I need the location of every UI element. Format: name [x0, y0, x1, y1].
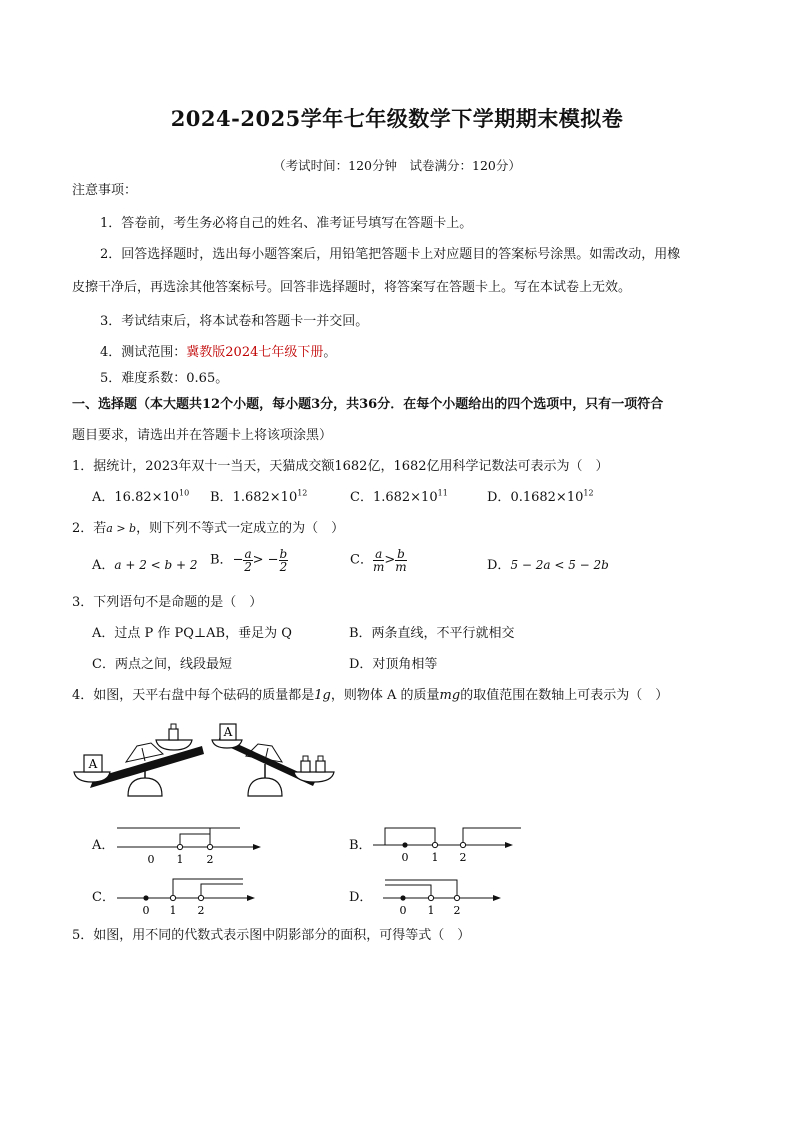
notice-item-1: 1．答卷前，考生务必将自己的姓名、准考证号填写在答题卡上。: [100, 216, 473, 231]
closed-point: [143, 895, 148, 900]
q2-stem-suffix: ，则下列不等式一定成立的为（ ）: [136, 521, 345, 536]
object-a-label: A: [88, 757, 98, 771]
balance-pan-right: [294, 772, 334, 782]
fraction: [373, 548, 384, 573]
numerator: b: [397, 547, 405, 561]
notice-item-3: 3．考试结束后，将本试卷和答题卡一并交回。: [100, 314, 369, 329]
question-1-stem: 1．据统计，2023年双十一当天，天猫成交额1682亿，1682亿用科学记数法可表示为（ ）: [72, 459, 609, 474]
balance-left: [74, 724, 204, 796]
object-a-label: A: [223, 725, 233, 739]
q2-condition: a > b: [106, 522, 137, 535]
tick-label-1: 1: [427, 904, 435, 917]
section-heading-line-2: 题目要求，请选出并在答题卡上将该项涂黑）: [72, 428, 333, 443]
test-range: 冀教版2024七年级下册: [186, 345, 324, 360]
balance-right: [212, 724, 334, 796]
numerator: b: [279, 547, 288, 561]
weight-knob: [318, 756, 323, 761]
number-line-option-d: [373, 875, 523, 919]
fraction: [243, 548, 252, 573]
weight-icon: [301, 761, 310, 772]
solution-ray: [173, 879, 243, 898]
number-line-option-b: [373, 822, 523, 866]
closed-point: [402, 842, 407, 847]
weight-knob: [303, 756, 308, 761]
numerator: a: [244, 547, 252, 561]
question-4-option-a-label: A．: [92, 838, 115, 853]
page-title: 2024-2025学年七年级数学下学期期末模拟卷: [170, 106, 624, 131]
tick-label-2: 2: [459, 851, 467, 864]
number-line-option-a: [115, 822, 265, 866]
q4-unit-1g: 1g: [314, 688, 331, 703]
fraction: [279, 548, 289, 573]
arrow-head: [247, 895, 255, 901]
open-point: [170, 895, 175, 900]
solution-ray: [385, 880, 457, 898]
solution-ray: [201, 884, 243, 898]
open-point: [198, 895, 203, 900]
fraction: [395, 548, 406, 573]
notice-item-4-suffix: 。: [323, 345, 337, 360]
tick-label-2: 2: [453, 904, 461, 917]
question-3-option-b: B．两条直线，不平行就相交: [349, 626, 515, 641]
arrow-head: [253, 844, 261, 850]
weight-icon: [169, 729, 178, 740]
question-3-option-c: C．两点之间，线段最短: [92, 657, 232, 672]
solution-ray: [385, 885, 431, 898]
question-3-option-a: A．过点 P 作 PQ⊥AB，垂足为 Q: [92, 626, 292, 641]
q4-stem-middle: ，则物体 A 的质量: [330, 688, 440, 703]
balance-base: [128, 778, 162, 796]
tick-label-0: 0: [399, 904, 407, 917]
option-a-expression: a + 2 < b + 2: [114, 558, 198, 572]
option-d-base: 0.1682×10: [510, 490, 584, 505]
q4-unit-mg: mg: [439, 688, 461, 703]
notice-item-2-line-1: 2．回答选择题时，选出每小题答案后，用铅笔把答题卡上对应题目的答案标号涂黑。如需改动，用橡: [100, 247, 681, 262]
question-4-option-c-label: C．: [92, 890, 115, 905]
tick-label-0: 0: [401, 851, 409, 864]
tick-label-2: 2: [197, 904, 205, 917]
question-3-stem: 3．下列语句不是命题的是（ ）: [72, 595, 263, 610]
question-2-option-b: [210, 548, 288, 573]
exam-info: （考试时间：120分钟 试卷满分：120分）: [273, 158, 521, 173]
q4-stem-prefix: 4．如图，天平右盘中每个砝码的质量都是: [72, 688, 315, 703]
option-label: D．: [487, 558, 511, 573]
tick-label-1: 1: [176, 853, 184, 866]
option-a-base: 16.82×10: [114, 490, 180, 505]
q4-stem-suffix: 的取值范围在数轴上可表示为（ ）: [460, 688, 669, 703]
option-label: C．: [350, 490, 373, 505]
question-4-option-b-label: B．: [349, 838, 372, 853]
option-label: B．: [210, 490, 233, 505]
question-5-stem: 5．如图，用不同的代数式表示图中阴影部分的面积，可得等式（ ）: [72, 928, 471, 943]
question-2-option-d: [487, 557, 609, 574]
weight-icon: [316, 761, 325, 772]
option-d-expression: 5 − 2a < 5 − 2b: [510, 558, 609, 572]
option-b-exponent: 12: [297, 488, 308, 498]
relation: > −: [252, 552, 279, 568]
weight-knob: [171, 724, 176, 729]
tick-label-2: 2: [206, 853, 214, 866]
option-c-exponent: 11: [437, 488, 448, 498]
number-line-option-c: [115, 875, 265, 919]
solution-bracket: [180, 834, 210, 847]
section-heading-line-1: 一、选择题（本大题共12个小题，每小题3分，共36分．在每个小题给出的四个选项中，只有一项符合: [72, 397, 664, 412]
option-label: A．: [92, 490, 115, 505]
option-c-base: 1.682×10: [372, 490, 438, 505]
question-3-option-d: D．对顶角相等: [349, 657, 438, 672]
denominator: m: [395, 560, 407, 574]
minus-sign: −: [232, 552, 244, 568]
tick-label-1: 1: [169, 904, 177, 917]
arrow-head: [505, 842, 513, 848]
q2-stem-prefix: 2．若: [72, 521, 107, 536]
notice-item-2-line-2: 皮擦干净后，再选涂其他答案标号。回答非选择题时，将答案写在答题卡上。写在本试卷上无效。: [72, 280, 632, 295]
option-a-exponent: 10: [179, 488, 190, 498]
question-4-stem: [72, 688, 668, 704]
question-1-option-b: [210, 490, 307, 506]
option-b-base: 1.682×10: [232, 490, 298, 505]
open-point: [432, 842, 437, 847]
option-d-exponent: 12: [583, 488, 594, 498]
balance-scale-figure: [70, 716, 340, 806]
tick-label-0: 0: [142, 904, 150, 917]
solution-bracket: [385, 828, 435, 845]
option-label: A．: [92, 558, 115, 573]
closed-point: [400, 895, 405, 900]
option-label: D．: [487, 490, 511, 505]
open-point: [428, 895, 433, 900]
question-1-option-c: [350, 490, 448, 506]
denominator: 2: [244, 560, 252, 574]
question-1-option-d: [487, 490, 594, 506]
notice-item-4: [100, 345, 336, 361]
notice-item-5: 5．难度系数：0.65。: [100, 371, 229, 386]
tick-label-0: 0: [147, 853, 155, 866]
option-label: B．: [210, 552, 233, 568]
balance-pan-right: [156, 740, 192, 750]
open-point: [177, 844, 182, 849]
question-1-option-a: [92, 490, 189, 506]
relation: >: [384, 552, 396, 568]
arrow-head: [493, 895, 501, 901]
numerator: a: [373, 548, 384, 561]
denominator: 2: [279, 560, 288, 574]
balance-base: [248, 778, 282, 796]
open-point: [454, 895, 459, 900]
notice-heading: 注意事项：: [72, 183, 138, 198]
denominator: m: [372, 560, 385, 574]
tick-label-1: 1: [431, 851, 439, 864]
question-2-option-c: [350, 548, 407, 573]
option-label: C．: [350, 552, 373, 568]
question-4-option-d-label: D．: [349, 890, 373, 905]
notice-item-4-prefix: 4．测试范围：: [100, 345, 187, 360]
open-point: [460, 842, 465, 847]
question-2-option-a: [92, 557, 198, 574]
open-point: [207, 844, 212, 849]
solution-ray: [463, 828, 521, 845]
question-2-stem: [72, 521, 344, 537]
